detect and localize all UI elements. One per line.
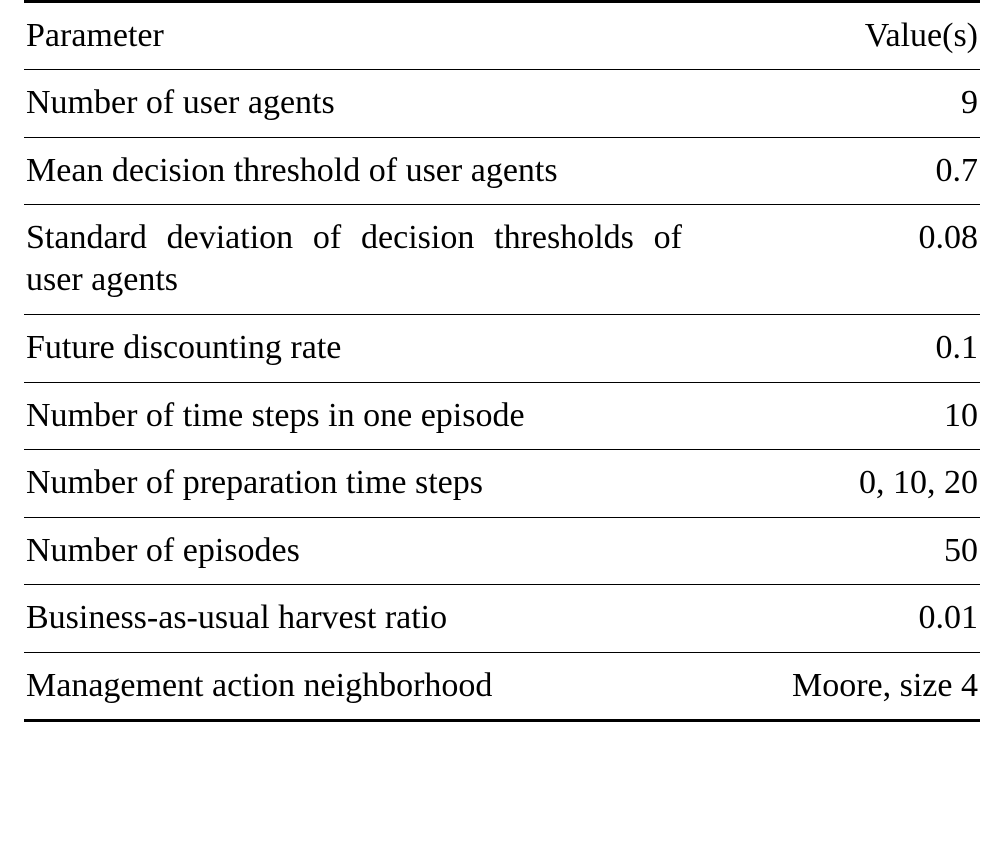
table-row <box>24 517 980 584</box>
row-value: 9 <box>684 70 980 137</box>
table-row <box>24 137 980 204</box>
row-parameter-label: Mean decision threshold of user agents <box>24 137 684 204</box>
table-row <box>24 585 980 652</box>
row-value: 0, 10, 20 <box>684 450 980 517</box>
table-row <box>24 315 980 382</box>
table-row <box>24 205 980 315</box>
row-value: 0.7 <box>684 137 980 204</box>
row-parameter-label: Business-as-usual harvest ratio <box>24 585 684 652</box>
row-value: 50 <box>684 517 980 584</box>
table-row <box>24 382 980 449</box>
row-value: 0.01 <box>684 585 980 652</box>
row-value: 0.08 <box>684 205 980 315</box>
table-header-row <box>24 2 980 70</box>
row-parameter-label: Management action neighborhood <box>24 652 684 720</box>
row-value: Moore, size 4 <box>684 652 980 720</box>
column-header-parameter: Parameter <box>24 2 684 70</box>
row-parameter-label: Number of user agents <box>24 70 684 137</box>
parameter-table <box>24 0 980 722</box>
row-parameter-label: Future discounting rate <box>24 315 684 382</box>
table-row <box>24 450 980 517</box>
row-parameter-label: Number of episodes <box>24 517 684 584</box>
column-header-value: Value(s) <box>684 2 980 70</box>
row-parameter-label: Number of time steps in one episode <box>24 382 684 449</box>
table-row <box>24 70 980 137</box>
row-value: 10 <box>684 382 980 449</box>
table-row <box>24 652 980 720</box>
row-parameter-label: Standard deviation of decision thresholds of user agents <box>24 205 684 315</box>
row-value: 0.1 <box>684 315 980 382</box>
row-parameter-label: Number of preparation time steps <box>24 450 684 517</box>
